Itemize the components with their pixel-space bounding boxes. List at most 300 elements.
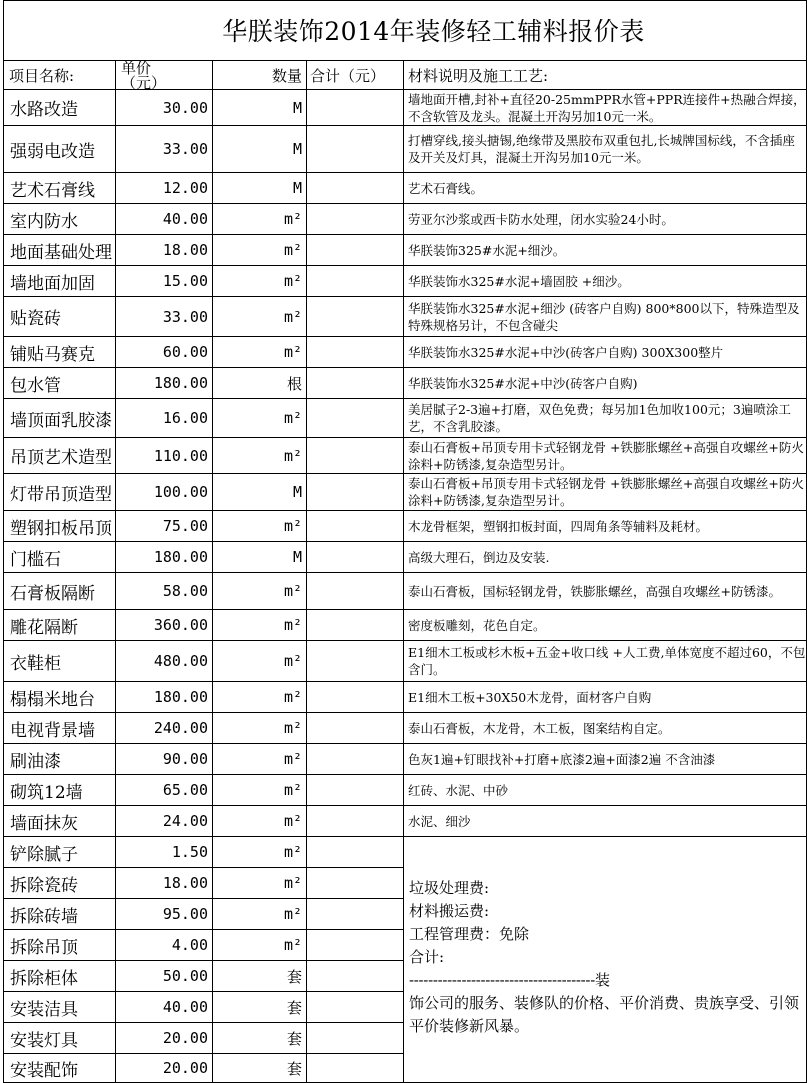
row-name-text: 刷油漆 [10,751,61,772]
row-desc-text: 密度板雕刻，花色自定。 [408,617,546,633]
row-name [4,1023,115,1053]
row-name [4,511,115,541]
row-name [4,899,115,929]
row-total [307,368,403,398]
row-line [3,774,807,775]
header-price-text: 单价（元） [121,61,166,89]
row-name-text: 拆除吊顶 [10,937,78,958]
row-price [116,837,212,867]
row-name-text: 水路改造 [10,100,78,120]
row-total [307,173,403,203]
row-price-text: 360.00 [153,616,208,634]
row-total [307,806,403,836]
row-total [307,297,403,336]
row-name [4,173,115,203]
row-total [307,682,403,712]
row-price-text: 18.00 [162,874,208,892]
row-desc-text: 高级大理石，倒边及安装. [408,549,550,565]
row-price-text: 16.00 [162,409,208,427]
row-name [4,368,115,398]
row-name [4,1054,115,1082]
row-price [116,713,212,743]
row-unit-text: 套 [286,998,302,1017]
row-price-text: 90.00 [162,750,208,768]
row-line [3,640,807,641]
row-unit [213,837,306,867]
row-price [116,1023,212,1053]
header-name-text: 项目名称: [9,66,75,85]
row-desc-text: 木龙骨框架，塑钢扣板封面，四周角条等辅料及耗材。 [408,518,709,534]
header-total [307,61,403,89]
row-unit [213,266,306,296]
row-name [4,641,115,681]
row-unit-text: m² [283,688,302,706]
row-desc-text: 泰山石膏板，木龙骨，木工板，图案结构自定。 [408,720,671,736]
row-unit-text: M [292,140,302,158]
frame-top [3,0,807,1]
row-desc-text: 泰山石膏板+吊顶专用卡式轻钢龙骨 +铁膨胀螺丝+高强自攻螺丝+防火涂料+防锈漆,复杂造型另计。 [408,439,804,472]
row-price-text: 180.00 [153,548,208,566]
row-desc [404,806,806,836]
row-name-text: 墙面抹灰 [10,813,78,834]
row-desc-text: 水泥、细沙 [408,813,471,829]
row-desc-text: 劳亚尔沙浆或西卡防水处理，闭水实验24小时。 [408,211,674,227]
row-desc [404,204,806,234]
row-line [3,712,807,713]
row-line [3,296,807,297]
notes-panel [404,837,806,1082]
row-unit-text: m² [283,905,302,923]
row-total [307,641,403,681]
row-unit-text: 套 [286,967,302,986]
row-price [116,126,212,172]
row-name [4,930,115,960]
row-unit-text: m² [283,616,302,634]
row-unit [213,542,306,572]
row-desc [404,474,806,510]
row-total [307,930,403,960]
row-name [4,992,115,1022]
row-unit-text: m² [283,272,302,290]
header-name [4,61,115,89]
row-total [307,868,403,898]
row-unit-text: m² [283,241,302,259]
row-line [3,609,807,610]
row-line [3,572,807,573]
row-price [116,992,212,1022]
row-name-text: 包水管 [10,375,61,396]
row-name-text: 艺术石膏线 [10,180,95,201]
row-unit [213,126,306,172]
row-price-text: 20.00 [162,1059,208,1077]
header-top-line [3,60,807,61]
row-unit-text: M [292,483,302,501]
row-desc-text: 华朕装饰325#水泥+细沙。 [408,242,566,258]
row-price [116,474,212,510]
row-price-text: 480.00 [153,652,208,670]
row-price-text: 1.50 [171,843,208,861]
row-desc-text: 打槽穿线,接头搪锡,绝缘带及黑胶布双重包扎,长城牌国标线，不含插座及开关及灯具，混凝土开沟另加10元一米。 [408,133,795,165]
row-price-text: 180.00 [153,688,208,706]
row-desc-text: 泰山石膏板，国标轻钢龙骨，铁膨胀螺丝，高强自攻螺丝+防锈漆。 [408,583,781,599]
row-total [307,90,403,125]
row-total [307,837,403,867]
row-line [3,234,807,235]
row-total [307,899,403,929]
row-desc [404,775,806,805]
row-total [307,235,403,265]
row-name-text: 榻榻米地台 [10,689,95,710]
row-price [116,399,212,437]
row-line [3,265,807,266]
row-unit [213,573,306,609]
row-name-text: 吊顶艺术造型 [10,448,112,468]
row-total [307,511,403,541]
row-desc-text: E1细木工板+30X50木龙骨，面材客户自购 [408,689,652,705]
row-name-text: 石膏板隔断 [10,583,95,604]
row-line [3,681,807,682]
row-name-text: 雕花隔断 [10,617,78,638]
row-desc [404,399,806,437]
row-name-text: 衣鞋柜 [10,653,61,674]
header-price [116,61,166,89]
row-desc [404,173,806,203]
row-unit [213,368,306,398]
row-name [4,744,115,774]
row-price [116,438,212,473]
row-price-text: 33.00 [162,140,208,158]
row-price [116,930,212,960]
row-name-text: 拆除瓷砖 [10,875,78,896]
notes-slogan: 饰公司的服务、装修队的价格、平价消费、贵族享受、引领平价装修新风暴。 [409,994,800,1035]
row-unit-text: M [292,98,302,117]
row-unit [213,1023,306,1053]
row-name-text: 地面基础处理 [10,242,112,263]
row-unit [213,899,306,929]
row-total [307,1023,403,1053]
row-desc [404,337,806,367]
row-line [3,367,807,368]
row-unit-text: m² [283,936,302,954]
row-unit [213,511,306,541]
row-price-text: 30.00 [162,98,208,117]
row-unit-text: m² [283,446,302,465]
row-name-text: 砌筑12墙 [10,782,83,803]
row-name [4,610,115,640]
row-name [4,542,115,572]
row-total [307,713,403,743]
row-name-text: 安装灯具 [10,1030,78,1051]
header-qty [213,61,306,89]
row-name [4,837,115,867]
row-desc [404,713,806,743]
row-unit-text: 套 [286,1029,302,1048]
row-line [3,929,403,930]
row-unit-text: m² [283,874,302,892]
row-price-text: 110.00 [153,446,208,465]
row-name-text: 拆除砖墙 [10,906,78,927]
row-total [307,961,403,991]
row-name [4,961,115,991]
row-name-text: 电视背景墙 [10,720,95,741]
row-price [116,682,212,712]
row-desc-text: 华朕装饰水325#水泥+墙固胶 +细沙。 [408,273,630,289]
row-price-text: 18.00 [162,241,208,259]
row-name-text: 贴瓷砖 [10,309,61,329]
row-desc-text: 泰山石膏板+吊顶专用卡式轻钢龙骨 +铁膨胀螺丝+高强自攻螺丝+防火涂料+防锈漆,复杂造型另计。 [408,476,804,508]
row-name-text: 安装洁具 [10,999,78,1020]
row-price-text: 75.00 [162,517,208,535]
row-line [3,473,807,474]
row-price-text: 20.00 [162,1029,208,1047]
row-unit-text: m² [283,517,302,535]
row-price [116,542,212,572]
row-unit-text: 套 [286,1059,302,1078]
row-desc [404,682,806,712]
row-name-text: 强弱电改造 [10,141,95,162]
row-name-text: 拆除柜体 [10,968,78,989]
row-name [4,235,115,265]
row-price-text: 95.00 [162,905,208,923]
row-line [3,836,807,837]
row-desc [404,266,806,296]
row-desc [404,573,806,609]
row-desc-text: 华朕装饰水325#水泥+中沙(砖客户自购) 300X300整片 [408,344,724,360]
row-unit-text: m² [283,409,302,427]
row-price-text: 33.00 [162,307,208,326]
row-unit [213,1054,306,1082]
row-price [116,266,212,296]
row-line [3,125,807,126]
row-total [307,775,403,805]
row-name [4,204,115,234]
row-unit [213,682,306,712]
header-qty-text: 数量 [271,66,302,85]
row-unit [213,399,306,437]
row-unit-text: m² [283,812,302,830]
row-line [3,960,403,961]
row-total [307,337,403,367]
row-price [116,173,212,203]
row-unit [213,337,306,367]
row-unit [213,641,306,681]
row-price-text: 50.00 [162,967,208,985]
row-price-text: 240.00 [153,719,208,737]
row-line [3,336,807,337]
row-total [307,542,403,572]
row-unit-text: m² [283,652,302,670]
row-name-text: 塑钢扣板吊顶 [10,518,112,539]
row-unit-text: M [292,548,302,566]
row-total [307,204,403,234]
row-desc [404,297,806,336]
row-price [116,337,212,367]
row-desc [404,126,806,172]
row-unit [213,868,306,898]
row-line [3,1022,403,1023]
header-desc-text: 材料说明及施工工艺: [408,66,549,85]
row-unit-text: m² [283,210,302,228]
row-price-text: 4.00 [171,936,208,954]
row-desc [404,511,806,541]
row-desc [404,641,806,681]
row-name [4,474,115,510]
row-desc-text: 色灰1遍+钉眼找补+打磨+底漆2遍+面漆2遍 不含油漆 [408,751,716,767]
row-desc [404,235,806,265]
header-desc [404,61,806,89]
row-unit-text: m² [283,781,302,799]
row-desc-text: 华朕装饰水325#水泥+细沙 (砖客户自购) 800*800以下，特殊造型及特殊规格另计，不包含碰尖 [408,300,800,333]
row-line [3,398,807,399]
row-unit [213,992,306,1022]
row-unit [213,204,306,234]
row-total [307,610,403,640]
row-unit [213,297,306,336]
row-line [3,1053,403,1054]
row-name-text: 安装配饰 [10,1060,78,1081]
row-total [307,1054,403,1082]
row-price [116,961,212,991]
row-name [4,775,115,805]
row-unit [213,90,306,125]
row-line [3,437,807,438]
row-line [3,510,807,511]
row-total [307,399,403,437]
notes-total: 合计: [409,948,445,966]
row-desc-text: E1细木工板或杉木板+五金+收口线 +人工费,单体宽度不超过60，不包含门。 [408,645,806,677]
row-unit [213,744,306,774]
row-unit [213,610,306,640]
row-price [116,368,212,398]
row-unit-text: 根 [286,374,302,393]
row-price [116,744,212,774]
row-price-text: 40.00 [162,210,208,228]
row-price-text: 12.00 [162,179,208,197]
row-price [116,1054,212,1082]
row-name [4,438,115,473]
row-line [3,541,807,542]
row-name-text: 室内防水 [10,211,78,232]
row-name [4,399,115,437]
row-price [116,90,212,125]
row-unit [213,235,306,265]
row-price-text: 60.00 [162,343,208,361]
row-unit-text: m² [283,307,302,326]
row-price-text: 100.00 [153,483,208,501]
row-price [116,573,212,609]
row-desc [404,368,806,398]
row-total [307,474,403,510]
row-unit [213,438,306,473]
row-unit [213,474,306,510]
row-name [4,868,115,898]
notes-garbage: 垃圾处理费: [409,879,490,897]
row-line [3,867,403,868]
notes-transport: 材料搬运费: [409,902,490,920]
header-total-text: 合计（元） [310,66,386,85]
row-line [3,805,807,806]
row-unit-text: m² [283,582,302,600]
row-name [4,337,115,367]
row-price [116,235,212,265]
row-line [3,991,403,992]
row-price-text: 15.00 [162,272,208,290]
row-name [4,682,115,712]
row-price-text: 24.00 [162,812,208,830]
row-name-text: 铲除腻子 [10,844,78,865]
row-unit-text: M [292,179,302,197]
row-desc-text: 华朕装饰水325#水泥+中沙(砖客户自购) [408,375,638,391]
row-unit [213,775,306,805]
row-name [4,297,115,336]
row-desc-text: 艺术石膏线。 [408,180,484,196]
row-price-text: 58.00 [162,582,208,600]
row-line [3,203,807,204]
row-total [307,744,403,774]
row-name [4,126,115,172]
row-price [116,806,212,836]
sheet-title: 华朕装饰2014年装修轻工辅料报价表 [222,17,645,46]
row-price [116,868,212,898]
row-total [307,438,403,473]
row-price [116,297,212,336]
row-desc-text: 美居腻子2-3遍+打磨，双色免费；每另加1色加收100元；3遍喷涂工艺，不含乳胶漆。 [408,402,791,434]
row-price-text: 40.00 [162,998,208,1016]
row-desc [404,744,806,774]
row-desc [404,90,806,125]
row-name [4,713,115,743]
row-name-text: 铺贴马赛克 [10,344,95,365]
row-unit [213,961,306,991]
row-name-text: 墙顶面乳胶漆 [10,410,112,431]
row-name-text: 墙地面加固 [10,273,95,294]
row-line [3,743,807,744]
row-unit-text: m² [283,719,302,737]
row-total [307,266,403,296]
row-name-text: 灯带吊顶造型 [10,484,112,505]
row-desc [404,438,806,473]
row-price [116,641,212,681]
row-unit-text: m² [283,750,302,768]
row-total [307,992,403,1022]
row-line [3,172,807,173]
row-desc-text: 墙地面开槽,封补+直径20-25mmPPR水管+PPR连接件+热融合焊接，不含软管及龙头。混凝土开沟另加10元一米。 [408,91,806,124]
row-total [307,573,403,609]
row-unit [213,173,306,203]
row-unit [213,806,306,836]
row-name-text: 门槛石 [10,549,61,570]
row-price [116,610,212,640]
row-price-text: 180.00 [153,374,208,392]
row-desc [404,610,806,640]
notes-divider: ---------------------------------------装 [409,971,610,989]
row-desc-text: 红砖、水泥、中砂 [408,782,509,798]
row-total [307,126,403,172]
row-name [4,90,115,125]
header-bottom-line [3,89,807,90]
notes-management: 工程管理费：免除 [409,925,530,943]
row-price [116,204,212,234]
row-price [116,775,212,805]
row-unit-text: m² [283,343,302,361]
row-name [4,806,115,836]
row-unit [213,930,306,960]
row-desc [404,542,806,572]
row-name [4,266,115,296]
row-name [4,573,115,609]
row-unit [213,713,306,743]
row-price-text: 65.00 [162,781,208,799]
